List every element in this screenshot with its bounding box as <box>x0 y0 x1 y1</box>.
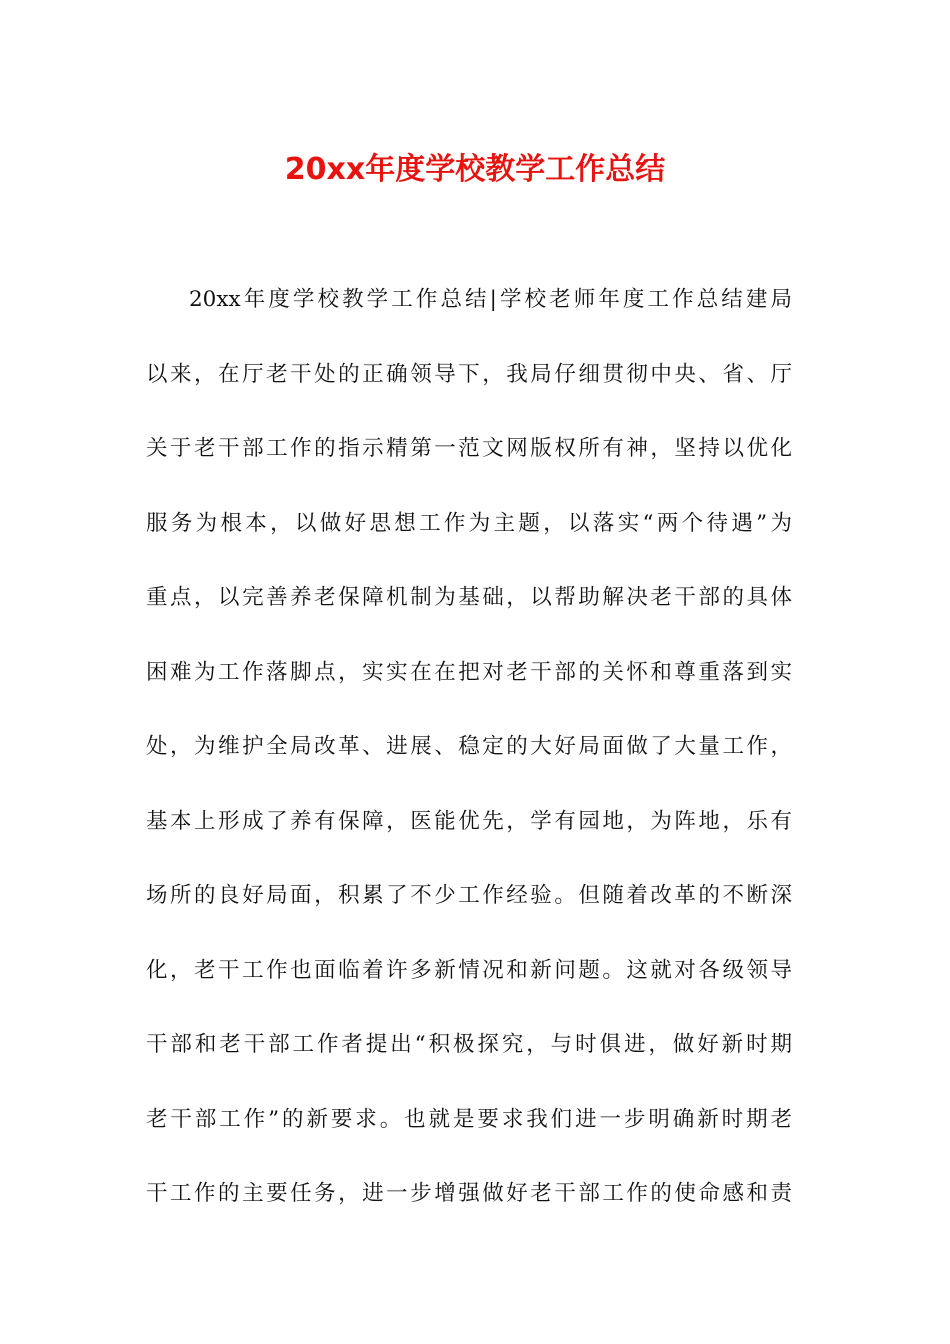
paragraph-line: 困难为工作落脚点，实实在在把对老干部的关怀和尊重落到实 <box>146 659 792 685</box>
paragraph-line: 关于老干部工作的指示精第一范文网版权所有神，坚持以优化 <box>146 436 792 461</box>
paragraph-line: 处，为维护全局改革、进展、稳定的大好局面做了大量工作， <box>146 734 792 759</box>
document-title: 20xx年度学校教学工作总结 <box>284 152 666 187</box>
paragraph-line: 干工作的主要任务，进一步增强做好老干部工作的使命感和责 <box>146 1181 792 1206</box>
paragraph-line: 以来，在厅老干处的正确领导下，我局仔细贯彻中央、省、厅 <box>146 361 792 387</box>
paragraph-line: 干部和老干部工作者提出“积极探究，与时俱进，做好新时期 <box>146 1032 792 1057</box>
paragraph-line: 基本上形成了养有保障，医能优先，学有园地，为阵地，乐有 <box>146 808 792 834</box>
paragraph-line: 服务为根本，以做好思想工作为主题，以落实“两个待遇”为 <box>146 510 792 536</box>
paragraph-line: 20xx年度学校教学工作总结|学校老师年度工作总结建局 <box>189 287 792 312</box>
body-paragraph <box>146 280 792 1249</box>
paragraph-line: 重点，以完善养老保障机制为基础，以帮助解决老干部的具体 <box>146 585 792 610</box>
paragraph-line: 场所的良好局面，积累了不少工作经验。但随着改革的不断深 <box>146 883 792 908</box>
paragraph-line: 老干部工作”的新要求。也就是要求我们进一步明确新时期老 <box>146 1106 792 1132</box>
paragraph-line: 化，老干工作也面临着许多新情况和新问题。这就对各级领导 <box>146 957 792 983</box>
